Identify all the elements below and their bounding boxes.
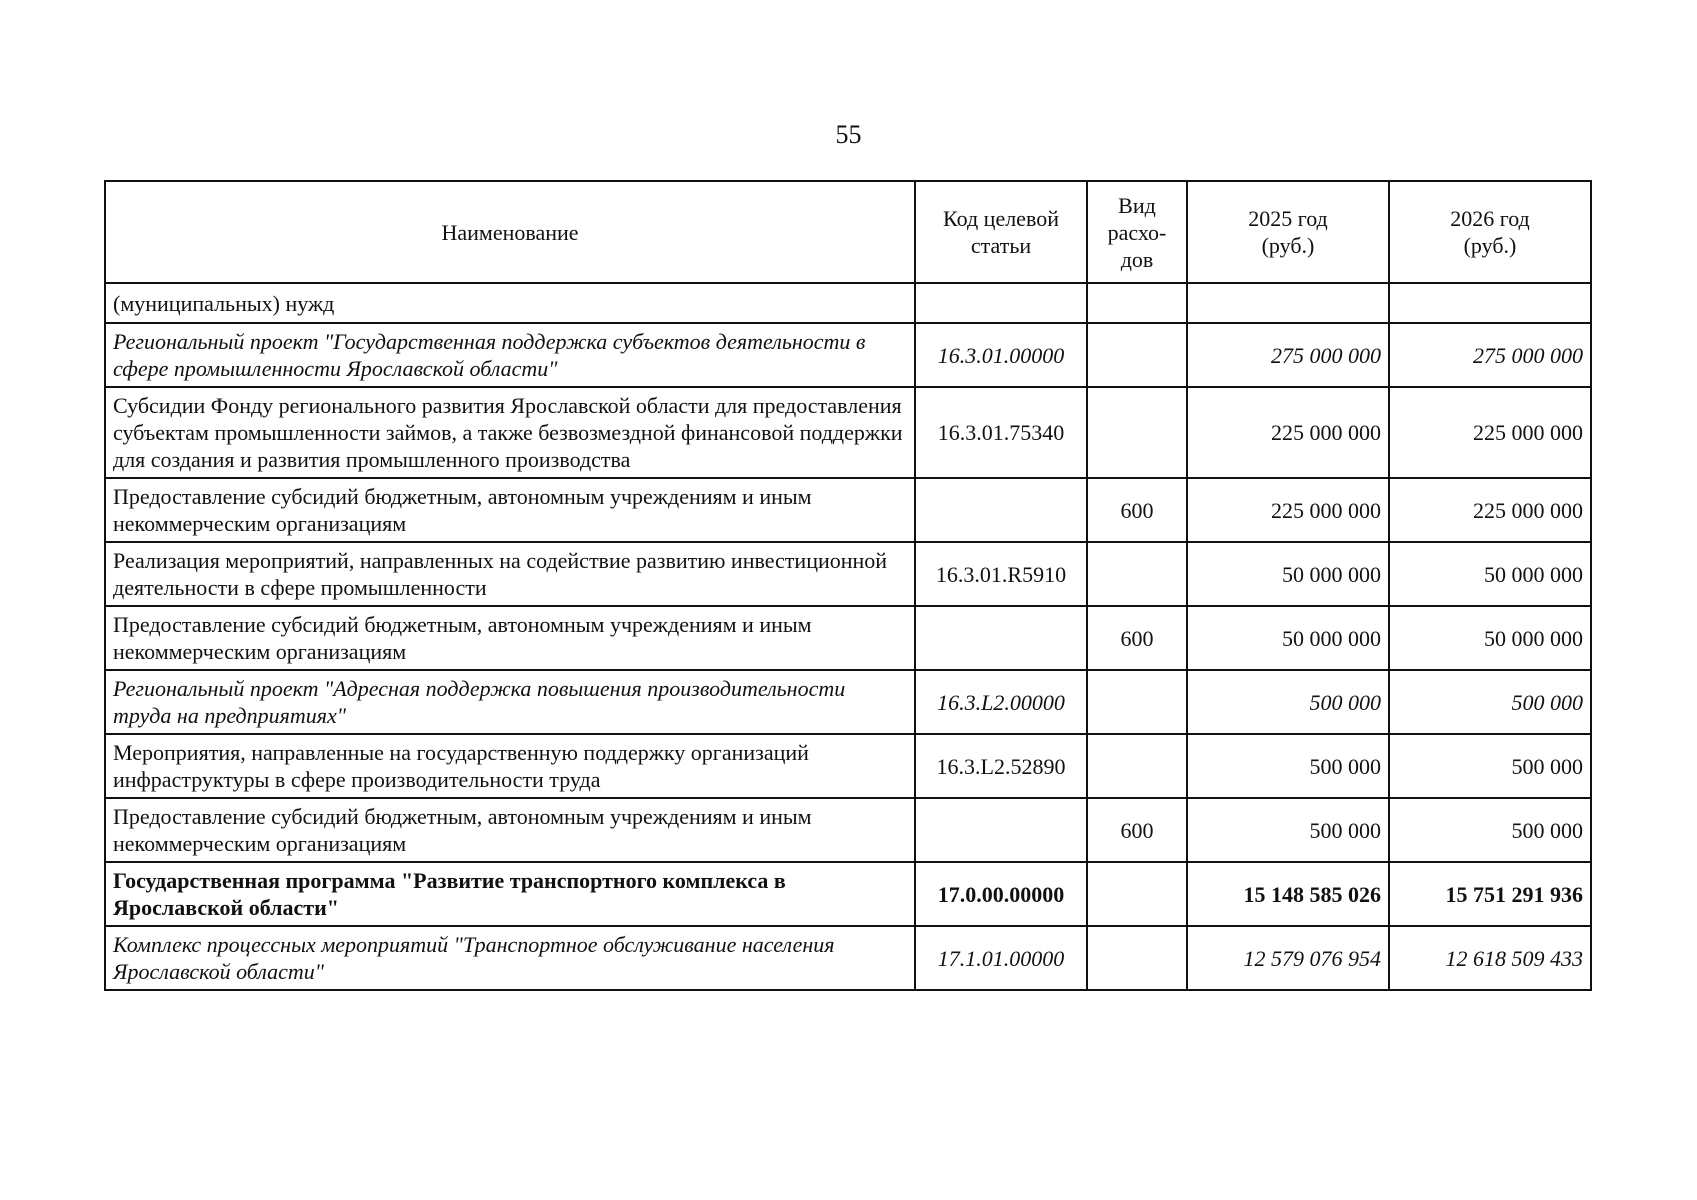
table-body: [105, 283, 1591, 990]
row-amount-2025: 15 148 585 026: [1187, 862, 1389, 926]
row-name: Комплекс процессных мероприятий "Транспортное обслуживание населения Ярославской области": [105, 926, 915, 990]
row-code: [915, 606, 1087, 670]
row-code: [915, 478, 1087, 542]
row-amount-2025: 50 000 000: [1187, 542, 1389, 606]
row-expense-type: [1087, 283, 1187, 323]
row-amount-2025: 500 000: [1187, 670, 1389, 734]
row-code: [915, 283, 1087, 323]
row-code: 16.3.L2.00000: [915, 670, 1087, 734]
row-amount-2026: 275 000 000: [1389, 323, 1591, 387]
row-amount-2025: 500 000: [1187, 734, 1389, 798]
row-expense-type: [1087, 734, 1187, 798]
row-name: Региональный проект "Государственная поддержка субъектов деятельности в сфере промышленности Ярославской области": [105, 323, 915, 387]
row-expense-type: [1087, 862, 1187, 926]
table-row: [105, 478, 1591, 542]
header-name: Наименование: [105, 181, 915, 283]
row-amount-2026: 50 000 000: [1389, 542, 1591, 606]
table-header-row: [105, 181, 1591, 283]
row-code: 17.1.01.00000: [915, 926, 1087, 990]
row-amount-2025: 50 000 000: [1187, 606, 1389, 670]
row-name: Реализация мероприятий, направленных на содействие развитию инвестиционной деятельности в сфере промышленности: [105, 542, 915, 606]
row-code: 16.3.01.00000: [915, 323, 1087, 387]
table-row: [105, 606, 1591, 670]
table-row: [105, 862, 1591, 926]
table-row: [105, 323, 1591, 387]
page-number: 55: [835, 120, 862, 149]
row-expense-type: [1087, 926, 1187, 990]
header-expense-type: Вид расхо- дов: [1087, 181, 1187, 283]
row-name: Региональный проект "Адресная поддержка повышения производительности труда на предприятиях": [105, 670, 915, 734]
header-2025: 2025 год (руб.): [1187, 181, 1389, 283]
table-row: [105, 798, 1591, 862]
row-amount-2025: 225 000 000: [1187, 387, 1389, 478]
row-amount-2026: 50 000 000: [1389, 606, 1591, 670]
table-row: [105, 734, 1591, 798]
row-expense-type: [1087, 387, 1187, 478]
row-amount-2026: 500 000: [1389, 670, 1591, 734]
row-code: 16.3.01.R5910: [915, 542, 1087, 606]
row-expense-type: 600: [1087, 798, 1187, 862]
row-code: 16.3.L2.52890: [915, 734, 1087, 798]
table-row: [105, 387, 1591, 478]
table-row: [105, 542, 1591, 606]
row-amount-2025: 500 000: [1187, 798, 1389, 862]
row-amount-2025: [1187, 283, 1389, 323]
row-name: Государственная программа "Развитие транспортного комплекса в Ярославской области": [105, 862, 915, 926]
row-name: Предоставление субсидий бюджетным, автономным учреждениям и иным некоммерческим организациям: [105, 606, 915, 670]
row-amount-2025: 225 000 000: [1187, 478, 1389, 542]
row-code: [915, 798, 1087, 862]
row-amount-2025: 12 579 076 954: [1187, 926, 1389, 990]
row-amount-2026: 15 751 291 936: [1389, 862, 1591, 926]
row-amount-2026: [1389, 283, 1591, 323]
row-name: Предоставление субсидий бюджетным, автономным учреждениям и иным некоммерческим организациям: [105, 798, 915, 862]
row-expense-type: [1087, 323, 1187, 387]
row-name: Предоставление субсидий бюджетным, автономным учреждениям и иным некоммерческим организациям: [105, 478, 915, 542]
row-expense-type: [1087, 542, 1187, 606]
row-amount-2026: 225 000 000: [1389, 387, 1591, 478]
row-expense-type: 600: [1087, 606, 1187, 670]
row-amount-2026: 12 618 509 433: [1389, 926, 1591, 990]
row-name: (муниципальных) нужд: [105, 283, 915, 323]
row-amount-2025: 275 000 000: [1187, 323, 1389, 387]
row-expense-type: [1087, 670, 1187, 734]
row-expense-type: 600: [1087, 478, 1187, 542]
table-row: [105, 670, 1591, 734]
row-amount-2026: 500 000: [1389, 798, 1591, 862]
row-code: 16.3.01.75340: [915, 387, 1087, 478]
row-name: Субсидии Фонду регионального развития Ярославской области для предоставления субъектам промышленности займов, а также безвозмездной финансовой поддержки для создания и развития промышленного производства: [105, 387, 915, 478]
row-name: Мероприятия, направленные на государственную поддержку организаций инфраструктуры в сфере производительности труда: [105, 734, 915, 798]
header-code: Код целевой статьи: [915, 181, 1087, 283]
row-amount-2026: 225 000 000: [1389, 478, 1591, 542]
header-2026: 2026 год (руб.): [1389, 181, 1591, 283]
table-row: [105, 926, 1591, 990]
row-code: 17.0.00.00000: [915, 862, 1087, 926]
budget-table: [104, 180, 1592, 991]
row-amount-2026: 500 000: [1389, 734, 1591, 798]
table-row: [105, 283, 1591, 323]
